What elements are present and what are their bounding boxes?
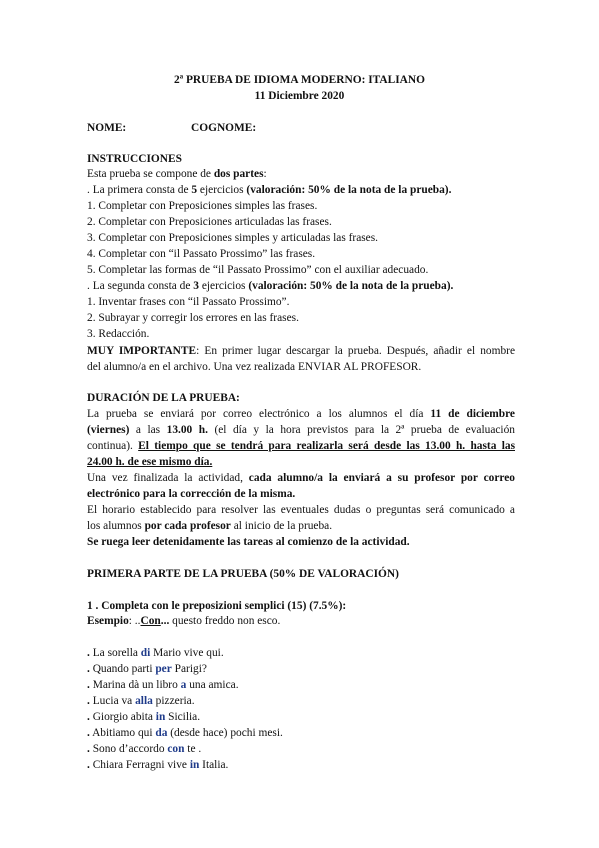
duracion-paragraph-line: El horario establecido para resolver las eventuales dudas o preguntas será comunicado a	[87, 504, 515, 516]
exercise-title: 1 . Completa con le preposizioni semplici (15) (7.5%):	[87, 600, 347, 612]
list-item: . Abitiamo qui da (desde hace) pochi mesi.	[87, 727, 283, 739]
list-item: . Chiara Ferragni vive in Italia.	[87, 759, 229, 771]
document-date: 11 Diciembre 2020	[254, 90, 345, 102]
segunda-parte-summary: . La segunda consta de 3 ejercicios (valoración: 50% de la nota de la prueba).	[87, 280, 454, 292]
duracion-paragraph-line: Una vez finalizada la actividad, cada alumno/a la enviará a su profesor por correo	[87, 472, 515, 484]
list-item: 3. Completar con Preposiciones simples y articuladas las frases.	[87, 232, 379, 244]
list-item: . La sorella di Mario vive qui.	[87, 647, 224, 659]
list-item: . Lucia va alla pizzeria.	[87, 695, 195, 707]
duracion-paragraph-line: los alumnos por cada profesor al inicio de la prueba.	[87, 520, 333, 532]
list-item: . Marina dà un libro a una amica.	[87, 679, 239, 691]
duracion-paragraph-line: 24.00 h. de ese mismo día.	[87, 456, 213, 468]
list-item: 2. Completar con Preposiciones articuladas las frases.	[87, 216, 332, 228]
instrucciones-intro: Esta prueba se compone de dos partes:	[87, 168, 267, 180]
duracion-paragraph-line: electrónico para la corrección de la misma.	[87, 488, 296, 500]
duracion-paragraph-line: Se ruega leer detenidamente las tareas al comienzo de la actividad.	[87, 536, 410, 548]
duracion-heading: DURACIÓN DE LA PRUEBA:	[87, 392, 240, 404]
list-item: . Giorgio abita in Sicilia.	[87, 711, 201, 723]
muy-importante-note: MUY IMPORTANTE: En primer lugar descargar la prueba. Después, añadir el nombre	[87, 345, 516, 357]
cognome-field-label: COGNOME:	[191, 122, 257, 134]
document-title: 2ª PRUEBA DE IDIOMA MODERNO: ITALIANO	[174, 74, 425, 86]
nome-field-label: NOME:	[87, 122, 127, 134]
list-item: 4. Completar con “il Passato Prossimo” las frases.	[87, 248, 316, 260]
list-item: . Sono d’accordo con te .	[87, 743, 202, 755]
exercise-example: Esempio: ..Con... questo freddo non esco.	[87, 615, 281, 627]
muy-importante-note-cont: del alumno/a en el archivo. Una vez realizada ENVIAR AL PROFESOR.	[87, 361, 422, 373]
list-item: 1. Inventar frases con “il Passato Prossimo”.	[87, 296, 290, 308]
list-item: 5. Completar las formas de “il Passato Prossimo” con el auxiliar adecuado.	[87, 264, 429, 276]
list-item: 1. Completar con Preposiciones simples las frases.	[87, 200, 318, 212]
primera-parte-heading: PRIMERA PARTE DE LA PRUEBA (50% DE VALORACIÓN)	[87, 568, 399, 580]
duracion-paragraph-line: continua). El tiempo que se tendrá para realizarla será desde las 13.00 h. hasta las	[87, 440, 515, 452]
duracion-paragraph-line: La prueba se enviará por correo electrónico a los alumnos el día 11 de diciembre	[87, 408, 515, 420]
primera-parte-summary: . La primera consta de 5 ejercicios (valoración: 50% de la nota de la prueba).	[87, 184, 452, 196]
list-item: 3. Redacción.	[87, 328, 150, 340]
instrucciones-heading: INSTRUCCIONES	[87, 153, 182, 165]
list-item: 2. Subrayar y corregir los errores en las frases.	[87, 312, 299, 324]
list-item: . Quando parti per Parigi?	[87, 663, 207, 675]
duracion-paragraph-line: (viernes) a las 13.00 h. (el día y la hora previstos para la 2ª prueba de evaluación	[87, 424, 515, 436]
